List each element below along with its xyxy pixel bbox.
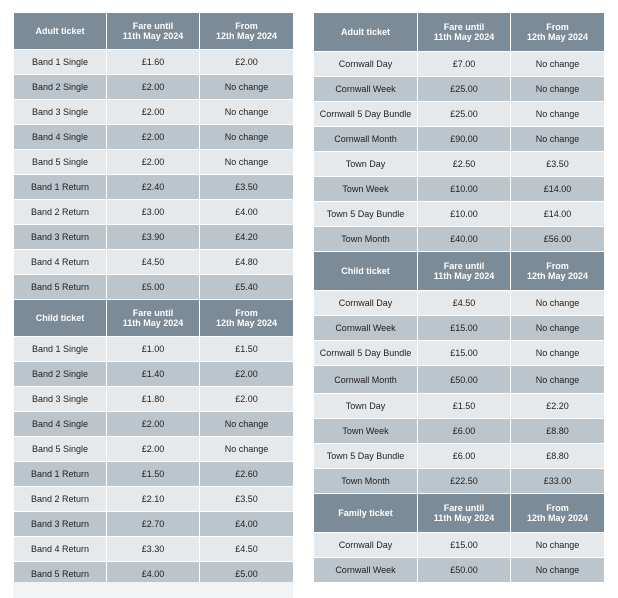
heading-line: 11th May 2024 (433, 513, 495, 523)
new-fare-cell: £1.50 (200, 337, 294, 362)
fare-row (314, 533, 605, 558)
fare-row (14, 75, 294, 100)
new-fare-cell: No change (511, 77, 605, 102)
new-fare-cell: No change (511, 558, 605, 583)
fare-row (14, 50, 294, 75)
old-fare-cell: £3.90 (107, 225, 200, 250)
fare-row (14, 337, 294, 362)
bottom-strip (13, 582, 293, 598)
fare-row (14, 362, 294, 387)
old-fare-cell: £1.50 (418, 394, 511, 419)
old-fare-cell: £2.40 (107, 175, 200, 200)
new-fare-cell: £14.00 (511, 202, 605, 227)
new-fare-cell: No change (200, 437, 294, 462)
heading-line: 11th May 2024 (122, 31, 184, 41)
heading-line: Fare until (443, 22, 485, 32)
left-fare-table (13, 12, 294, 587)
ticket-name-cell: Band 4 Return (14, 250, 107, 275)
old-fare-cell: £50.00 (418, 558, 511, 583)
fare-row (14, 100, 294, 125)
fare-until-heading (418, 494, 511, 533)
new-fare-cell: £4.20 (200, 225, 294, 250)
fare-until-heading (107, 300, 200, 337)
ticket-name-cell: Cornwall Week (314, 77, 418, 102)
heading-line: From (546, 261, 569, 271)
heading-line: 12th May 2024 (526, 32, 589, 42)
ticket-name-cell: Band 5 Return (14, 562, 107, 587)
fare-row (314, 152, 605, 177)
ticket-type-heading: Child ticket (14, 300, 107, 337)
fare-row (314, 102, 605, 127)
heading-line: 11th May 2024 (433, 271, 495, 281)
old-fare-cell: £2.00 (107, 150, 200, 175)
old-fare-cell: £1.50 (107, 462, 200, 487)
old-fare-cell: £2.00 (107, 75, 200, 100)
ticket-name-cell: Band 3 Single (14, 387, 107, 412)
old-fare-cell: £2.00 (107, 125, 200, 150)
heading-line: 12th May 2024 (526, 513, 589, 523)
fare-row (14, 462, 294, 487)
ticket-name-cell: Band 4 Single (14, 412, 107, 437)
old-fare-cell: £40.00 (418, 227, 511, 252)
fare-until-heading (418, 13, 511, 52)
ticket-name-cell: Town 5 Day Bundle (314, 202, 418, 227)
old-fare-cell: £3.30 (107, 537, 200, 562)
new-fare-cell: £2.20 (511, 394, 605, 419)
ticket-name-cell: Cornwall Day (314, 291, 418, 316)
new-fare-cell: £3.50 (511, 152, 605, 177)
old-fare-cell: £25.00 (418, 77, 511, 102)
new-fare-cell: £2.60 (200, 462, 294, 487)
heading-line: Fare until (443, 503, 485, 513)
heading-line: 11th May 2024 (122, 318, 184, 328)
ticket-name-cell: Band 2 Return (14, 200, 107, 225)
fare-row (14, 250, 294, 275)
ticket-name-cell: Band 4 Single (14, 125, 107, 150)
new-fare-cell: £3.50 (200, 175, 294, 200)
ticket-name-cell: Town Week (314, 419, 418, 444)
old-fare-cell: £1.60 (107, 50, 200, 75)
new-fare-cell: £5.00 (200, 562, 294, 587)
new-fare-cell: No change (200, 150, 294, 175)
section-header-row (314, 252, 605, 291)
fare-row (14, 200, 294, 225)
new-fare-cell: No change (511, 366, 605, 394)
old-fare-cell: £6.00 (418, 419, 511, 444)
new-fare-cell: £4.00 (200, 512, 294, 537)
ticket-type-heading: Adult ticket (14, 13, 107, 50)
fare-row (314, 341, 605, 366)
new-fare-cell: No change (511, 102, 605, 127)
old-fare-cell: £1.00 (107, 337, 200, 362)
new-fare-cell: £5.40 (200, 275, 294, 300)
fare-row (314, 291, 605, 316)
fare-row (314, 77, 605, 102)
fare-row (14, 225, 294, 250)
ticket-name-cell: Town Day (314, 152, 418, 177)
ticket-name-cell: Town Day (314, 394, 418, 419)
ticket-name-cell: Band 2 Single (14, 75, 107, 100)
new-fare-cell: £56.00 (511, 227, 605, 252)
section-header-row (314, 494, 605, 533)
old-fare-cell: £3.00 (107, 200, 200, 225)
section-header-row (14, 300, 294, 337)
old-fare-cell: £10.00 (418, 202, 511, 227)
ticket-name-cell: Band 5 Single (14, 150, 107, 175)
old-fare-cell: £2.50 (418, 152, 511, 177)
fare-row (14, 275, 294, 300)
heading-line: From (235, 308, 258, 318)
new-fare-cell: £8.80 (511, 419, 605, 444)
heading-line: From (235, 21, 258, 31)
fare-row (14, 387, 294, 412)
new-fare-cell: £2.00 (200, 362, 294, 387)
old-fare-cell: £4.50 (418, 291, 511, 316)
ticket-name-cell: Band 3 Return (14, 512, 107, 537)
old-fare-cell: £6.00 (418, 444, 511, 469)
ticket-name-cell: Cornwall 5 Day Bundle (314, 341, 418, 366)
fare-row (14, 437, 294, 462)
new-fare-cell: No change (511, 52, 605, 77)
ticket-name-cell: Cornwall Week (314, 316, 418, 341)
old-fare-cell: £4.50 (107, 250, 200, 275)
old-fare-cell: £10.00 (418, 177, 511, 202)
new-fare-cell: £33.00 (511, 469, 605, 494)
ticket-name-cell: Band 2 Return (14, 487, 107, 512)
old-fare-cell: £1.40 (107, 362, 200, 387)
fare-row (314, 444, 605, 469)
heading-line: From (546, 503, 569, 513)
old-fare-cell: £22.50 (418, 469, 511, 494)
old-fare-cell: £4.00 (107, 562, 200, 587)
ticket-type-heading: Family ticket (314, 494, 418, 533)
fare-row (14, 175, 294, 200)
new-fare-cell: No change (200, 100, 294, 125)
old-fare-cell: £25.00 (418, 102, 511, 127)
fare-row (14, 512, 294, 537)
ticket-name-cell: Cornwall Month (314, 127, 418, 152)
fare-row (314, 469, 605, 494)
ticket-name-cell: Band 3 Return (14, 225, 107, 250)
old-fare-cell: £2.00 (107, 412, 200, 437)
new-fare-cell: £4.80 (200, 250, 294, 275)
fare-row (314, 177, 605, 202)
new-fare-cell: No change (511, 341, 605, 366)
ticket-name-cell: Band 4 Return (14, 537, 107, 562)
new-fare-cell: £4.50 (200, 537, 294, 562)
fare-from-heading (511, 252, 605, 291)
ticket-type-heading: Adult ticket (314, 13, 418, 52)
ticket-type-heading: Child ticket (314, 252, 418, 291)
new-fare-cell: No change (511, 316, 605, 341)
ticket-name-cell: Cornwall Week (314, 558, 418, 583)
old-fare-cell: £15.00 (418, 341, 511, 366)
new-fare-cell: £2.00 (200, 50, 294, 75)
fare-until-heading (418, 252, 511, 291)
fare-row (314, 227, 605, 252)
section-header-row (314, 13, 605, 52)
fare-from-heading (511, 13, 605, 52)
old-fare-cell: £2.00 (107, 100, 200, 125)
new-fare-cell: No change (511, 291, 605, 316)
ticket-name-cell: Town Month (314, 227, 418, 252)
ticket-name-cell: Band 3 Single (14, 100, 107, 125)
fare-row (314, 419, 605, 444)
fare-from-heading (511, 494, 605, 533)
new-fare-cell: £2.00 (200, 387, 294, 412)
new-fare-cell: No change (200, 125, 294, 150)
heading-line: Fare until (132, 308, 174, 318)
ticket-name-cell: Cornwall Month (314, 366, 418, 394)
fare-row (314, 52, 605, 77)
old-fare-cell: £90.00 (418, 127, 511, 152)
fare-until-heading (107, 13, 200, 50)
ticket-name-cell: Band 2 Single (14, 362, 107, 387)
new-fare-cell: £14.00 (511, 177, 605, 202)
ticket-name-cell: Cornwall 5 Day Bundle (314, 102, 418, 127)
heading-line: 12th May 2024 (215, 318, 278, 328)
ticket-name-cell: Town Week (314, 177, 418, 202)
ticket-name-cell: Band 1 Single (14, 50, 107, 75)
fare-row (14, 487, 294, 512)
ticket-name-cell: Band 5 Return (14, 275, 107, 300)
ticket-name-cell: Band 1 Single (14, 337, 107, 362)
ticket-name-cell: Band 1 Return (14, 175, 107, 200)
fare-from-heading (200, 13, 294, 50)
old-fare-cell: £50.00 (418, 366, 511, 394)
heading-line: From (546, 22, 569, 32)
fare-row (314, 127, 605, 152)
new-fare-cell: No change (200, 75, 294, 100)
fare-row (314, 366, 605, 394)
old-fare-cell: £5.00 (107, 275, 200, 300)
old-fare-cell: £1.80 (107, 387, 200, 412)
heading-line: Fare until (443, 261, 485, 271)
heading-line: 11th May 2024 (433, 32, 495, 42)
new-fare-cell: No change (511, 127, 605, 152)
new-fare-cell: £8.80 (511, 444, 605, 469)
old-fare-cell: £7.00 (418, 52, 511, 77)
old-fare-cell: £2.10 (107, 487, 200, 512)
old-fare-cell: £15.00 (418, 316, 511, 341)
ticket-name-cell: Town 5 Day Bundle (314, 444, 418, 469)
fare-from-heading (200, 300, 294, 337)
heading-line: 12th May 2024 (215, 31, 278, 41)
ticket-name-cell: Town Month (314, 469, 418, 494)
new-fare-cell: No change (200, 412, 294, 437)
ticket-name-cell: Band 1 Return (14, 462, 107, 487)
ticket-name-cell: Cornwall Day (314, 533, 418, 558)
fare-row (14, 125, 294, 150)
ticket-name-cell: Cornwall Day (314, 52, 418, 77)
fare-row (314, 558, 605, 583)
new-fare-cell: No change (511, 533, 605, 558)
fare-row (314, 202, 605, 227)
fare-row (314, 394, 605, 419)
fare-row (314, 316, 605, 341)
new-fare-cell: £4.00 (200, 200, 294, 225)
old-fare-cell: £15.00 (418, 533, 511, 558)
old-fare-cell: £2.00 (107, 437, 200, 462)
heading-line: 12th May 2024 (526, 271, 589, 281)
section-header-row (14, 13, 294, 50)
ticket-name-cell: Band 5 Single (14, 437, 107, 462)
right-fare-table (313, 12, 605, 583)
new-fare-cell: £3.50 (200, 487, 294, 512)
fare-row (14, 412, 294, 437)
fare-row (14, 537, 294, 562)
heading-line: Fare until (132, 21, 174, 31)
old-fare-cell: £2.70 (107, 512, 200, 537)
fare-row (14, 150, 294, 175)
